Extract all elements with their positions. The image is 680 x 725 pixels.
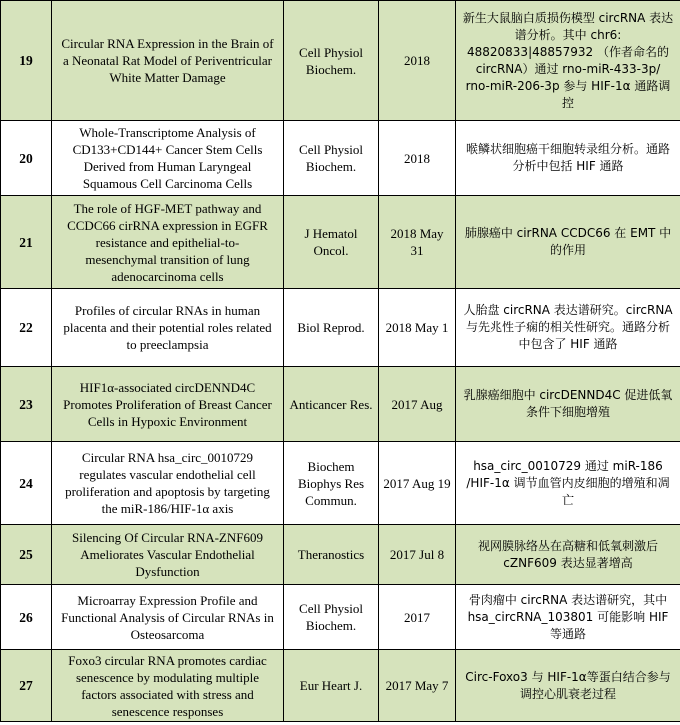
row-number: 24 (1, 442, 52, 525)
summary-text: 肺腺癌中 cirRNA CCDC66 在 EMT 中的作用 (456, 196, 680, 289)
article-title: Microarray Expression Profile and Functional Analysis of Circular RNAs in Osteosarcoma (52, 585, 284, 650)
journal-name: Eur Heart J. (284, 650, 379, 722)
journal-name: Biochem Biophys Res Commun. (284, 442, 379, 525)
table-row (1, 367, 680, 442)
summary-text: hsa_circ_0010729 通过 miR-186 /HIF-1α 调节血管内皮细胞的增殖和凋亡 (456, 442, 680, 525)
row-number: 22 (1, 289, 52, 367)
article-title: Whole-Transcriptome Analysis of CD133+CD144+ Cancer Stem Cells Derived from Human Laryngeal Squamous Cell Carcinoma Cells (52, 121, 284, 196)
publication-date: 2017 Aug (379, 367, 456, 442)
journal-name: Cell Physiol Biochem. (284, 585, 379, 650)
table-row (1, 650, 680, 722)
publication-date: 2018 May 31 (379, 196, 456, 289)
table-row (1, 1, 680, 121)
summary-text: 乳腺癌细胞中 circDENND4C 促进低氧条件下细胞增殖 (456, 367, 680, 442)
table-row (1, 525, 680, 585)
row-number: 27 (1, 650, 52, 722)
table-row (1, 121, 680, 196)
publication-date: 2017 May 7 (379, 650, 456, 722)
row-number: 25 (1, 525, 52, 585)
journal-name: J Hematol Oncol. (284, 196, 379, 289)
publication-date: 2018 May 1 (379, 289, 456, 367)
publication-date: 2018 (379, 121, 456, 196)
row-number: 21 (1, 196, 52, 289)
publication-date: 2017 Aug 19 (379, 442, 456, 525)
journal-name: Cell Physiol Biochem. (284, 121, 379, 196)
table-row (1, 289, 680, 367)
article-title: HIF1α-associated circDENND4C Promotes Proliferation of Breast Cancer Cells in Hypoxic Environment (52, 367, 284, 442)
article-title: Foxo3 circular RNA promotes cardiac senescence by modulating multiple factors associated with stress and senescence responses (52, 650, 284, 722)
publication-date: 2018 (379, 1, 456, 121)
row-number: 19 (1, 1, 52, 121)
journal-name: Theranostics (284, 525, 379, 585)
summary-text: 人胎盘 circRNA 表达谱研究。circRNA 与先兆性子痫的相关性研究。通路分析中包含了 HIF 通路 (456, 289, 680, 367)
summary-text: 喉鳞状细胞癌干细胞转录组分析。通路分析中包括 HIF 通路 (456, 121, 680, 196)
article-title: The role of HGF-MET pathway and CCDC66 cirRNA expression in EGFR resistance and epithelial-to-mesenchymal transition of lung adenocarcinoma cells (52, 196, 284, 289)
article-title: Circular RNA Expression in the Brain of a Neonatal Rat Model of Periventricular White Matter Damage (52, 1, 284, 121)
row-number: 23 (1, 367, 52, 442)
article-title: Silencing Of Circular RNA-ZNF609 Ameliorates Vascular Endothelial Dysfunction (52, 525, 284, 585)
article-title: Profiles of circular RNAs in human placenta and their potential roles related to preeclampsia (52, 289, 284, 367)
row-number: 20 (1, 121, 52, 196)
journal-name: Biol Reprod. (284, 289, 379, 367)
row-number: 26 (1, 585, 52, 650)
summary-text: Circ-Foxo3 与 HIF-1α等蛋白结合参与调控心肌衰老过程 (456, 650, 680, 722)
journal-name: Anticancer Res. (284, 367, 379, 442)
summary-text: 视网膜脉络丛在高糖和低氧刺激后 cZNF609 表达显著增高 (456, 525, 680, 585)
summary-text: 骨肉瘤中 circRNA 表达谱研究，其中 hsa_circRNA_103801 可能影响 HIF 等通路 (456, 585, 680, 650)
article-title: Circular RNA hsa_circ_0010729 regulates vascular endothelial cell proliferation and apoptosis by targeting the miR-186/HIF-1α axis (52, 442, 284, 525)
table-row (1, 442, 680, 525)
table-row (1, 196, 680, 289)
summary-text: 新生大鼠脑白质损伤模型 circRNA 表达谱分析。其中 chr6: 48820833|48857932 （作者命名的 circRNA）通过 rno-miR-433-3p/ rno-miR-206-3p 参与 HIF-1α 通路调控 (456, 1, 680, 121)
table-row (1, 585, 680, 650)
journal-name: Cell Physiol Biochem. (284, 1, 379, 121)
publication-date: 2017 (379, 585, 456, 650)
publication-date: 2017 Jul 8 (379, 525, 456, 585)
